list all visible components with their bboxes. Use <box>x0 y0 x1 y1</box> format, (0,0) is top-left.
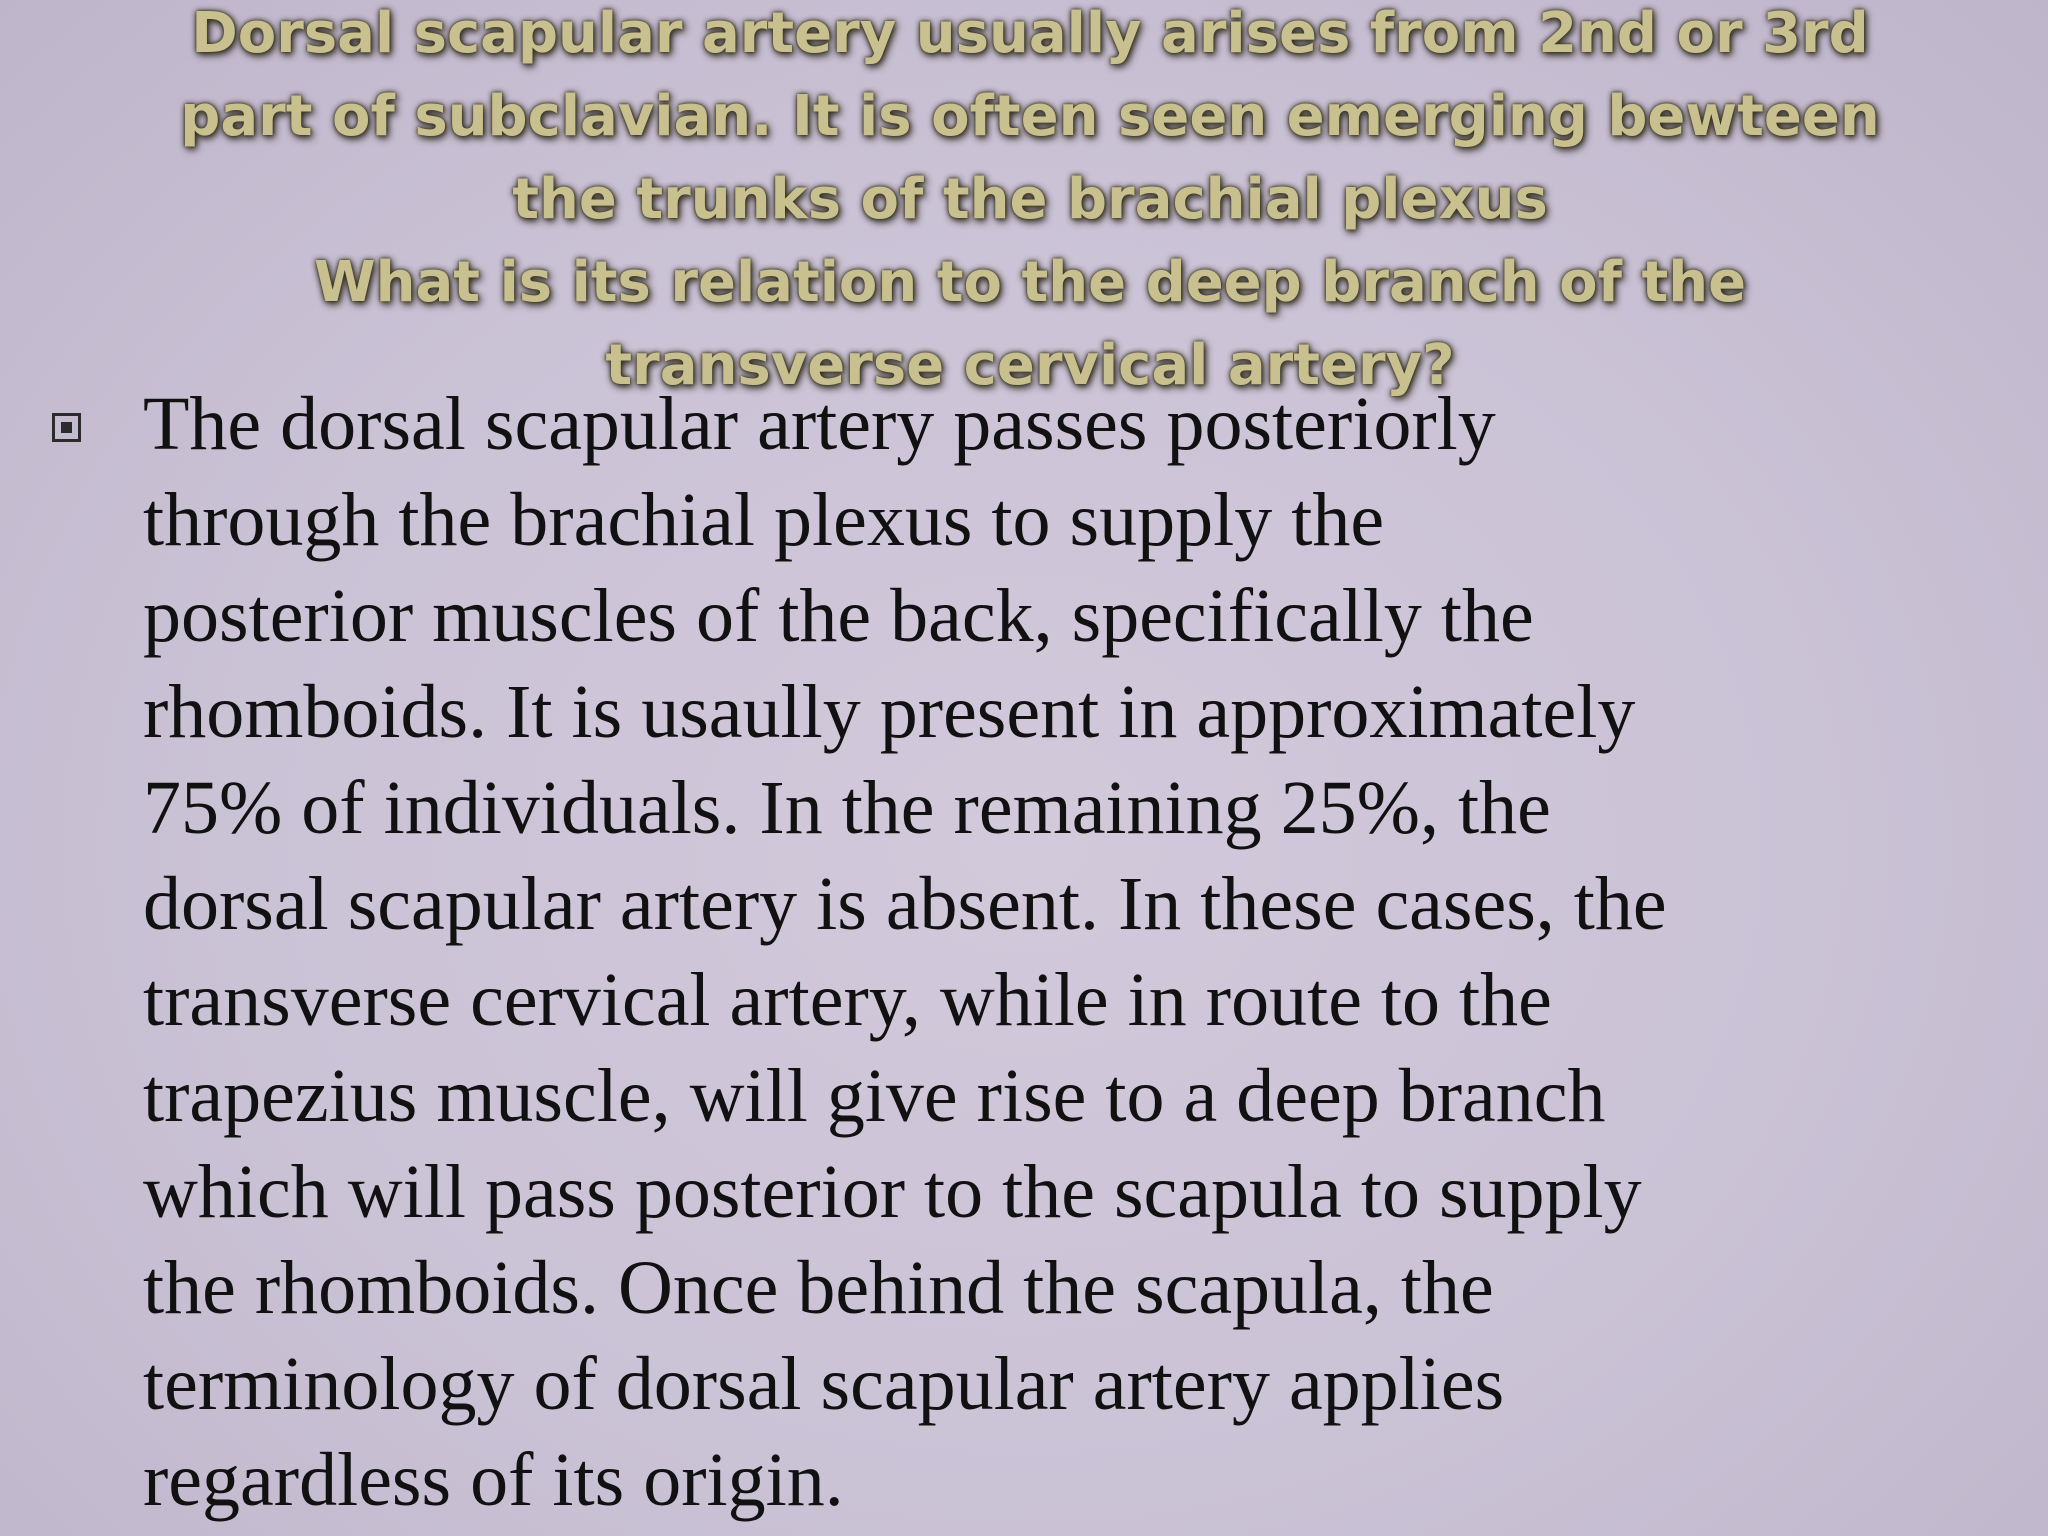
body-line: The dorsal scapular artery passes posteriorly <box>143 382 1496 466</box>
body-line: through the brachial plexus to supply the <box>143 478 1385 562</box>
body-line: terminology of dorsal scapular artery applies <box>143 1342 1505 1426</box>
title-line: part of subclavian. It is often seen emerging bewteen <box>180 84 1880 149</box>
title-line: Dorsal scapular artery usually arises from 2nd or 3rd <box>191 1 1869 66</box>
body-line: transverse cervical artery, while in route to the <box>143 958 1552 1042</box>
title-line: transverse cervical artery? <box>605 333 1455 398</box>
slide-title <box>110 0 1950 407</box>
slide-content <box>52 376 1992 1528</box>
title-line: What is its relation to the deep branch of the <box>313 250 1747 315</box>
body-line: trapezius muscle, will give rise to a deep branch <box>143 1054 1606 1138</box>
body-line: posterior muscles of the back, specifically the <box>143 574 1534 658</box>
body-line: rhomboids. It is usaully present in approximately <box>143 670 1636 754</box>
body-line: regardless of its origin. <box>143 1438 844 1522</box>
boxed-square-bullet-icon <box>52 413 81 442</box>
body-line: which will pass posterior to the scapula to supply <box>143 1150 1642 1234</box>
title-line: the trunks of the brachial plexus <box>512 167 1548 232</box>
body-line: 75% of individuals. In the remaining 25%, the <box>143 766 1551 850</box>
body-line: dorsal scapular artery is absent. In these cases, the <box>143 862 1667 946</box>
bullet-item <box>52 376 1992 1528</box>
body-line: the rhomboids. Once behind the scapula, the <box>143 1246 1494 1330</box>
bullet-paragraph <box>143 376 1983 1528</box>
